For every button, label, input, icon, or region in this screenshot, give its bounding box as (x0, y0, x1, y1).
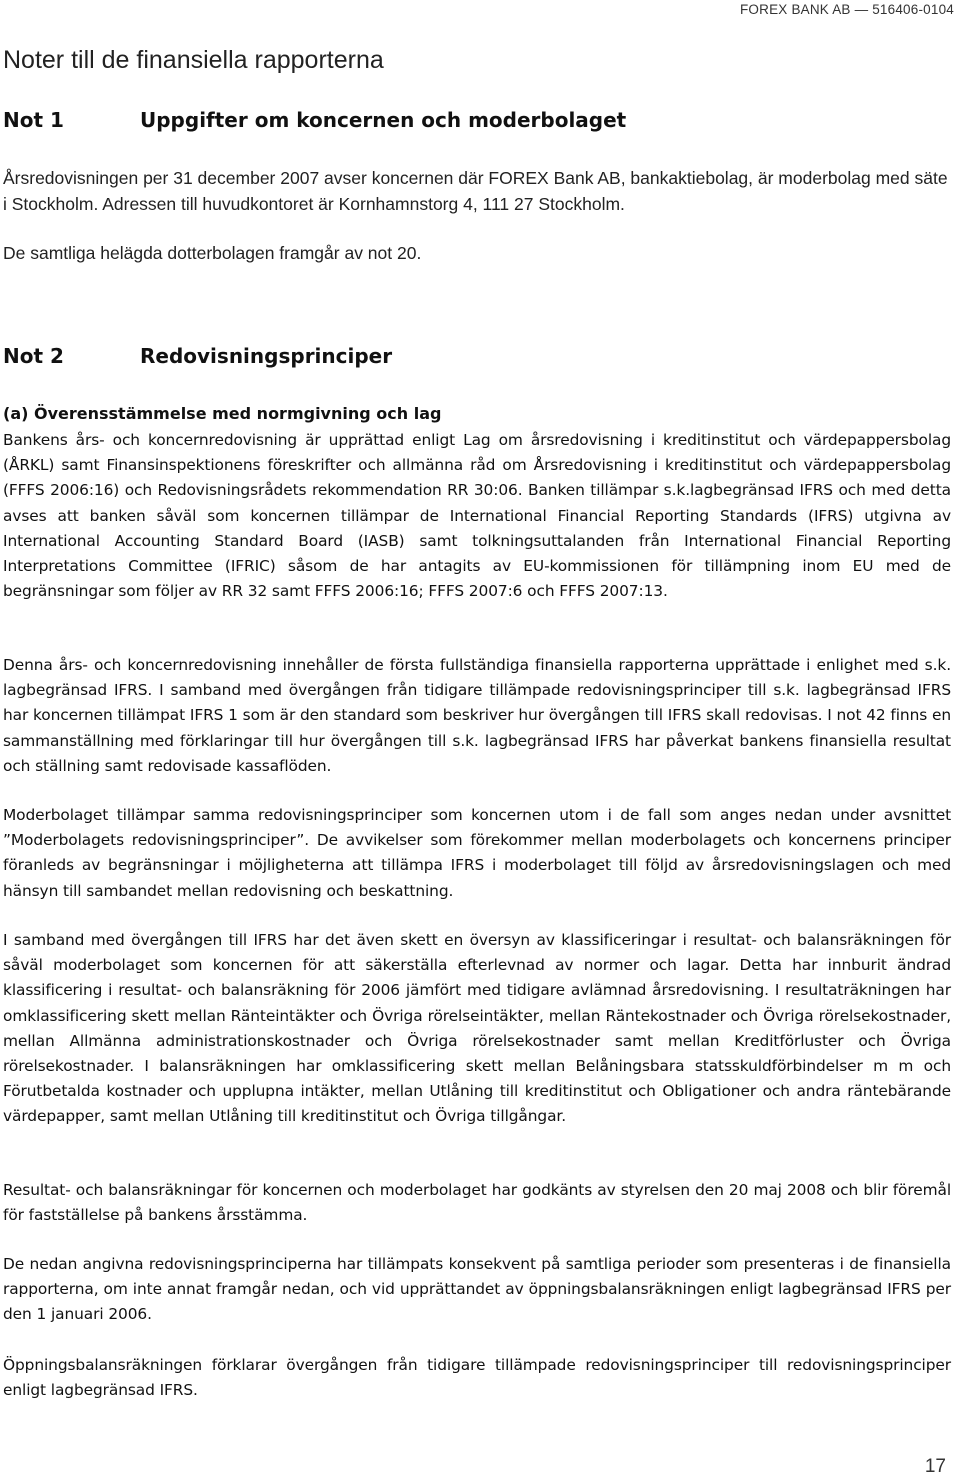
note-2-subheading: (a) Överensstämmelse med normgivning och lag (3, 404, 442, 423)
note-2-paragraph-5: Resultat- och balansräkningar för koncernen och moderbolaget har godkänts av styrelsen den 20 maj 2008 och blir föremål för fastställelse på bankens årsstämma. (3, 1181, 951, 1225)
note-2-paragraph-2: Denna års- och koncernredovisning innehåller de första fullständiga finansiella rapporterna upprättade i enlighet med s.k. lagbegränsad IFRS. I samband med övergången från tidigare tillämpade redovisningsprinciper till s.k. lagbegränsad IFRS har koncernen tillämpat IFRS 1 som är den standard som beskriver hur övergången till IFRS skall redovisas. I not 42 finns en sammanställning med förklaringar till hur övergången till s.k. lagbegränsad IFRS har påverkat bankens finansiella resultat och ställning samt redovisade kassaflöden. (3, 656, 951, 775)
page-title: Noter till de finansiella rapporterna (3, 46, 384, 74)
note-2-paragraph-4: I samband med övergången till IFRS har det även skett en översyn av klassificeringar i resultat- och balansräkningen för såväl moderbolaget som koncernen för att säkerställa efterlevnad av normer och lagar. Detta har innburit ändrad klassificering i resultat- och balansräkning för 2006 jämfört med tidigare avlämnad årsredovisning. I resultaträkningen har omklassificering skett mellan Ränteintäkter och Övriga rörelseintäkter, mellan Räntekostnader och Övriga rörelsekostnader, mellan Allmänna administrationskostnader och Övriga rörelsekostnader samt mellan Kreditförluster och Övriga rörelsekostnader. I balansräkningen har omklassificering skett mellan Belåningsbara statsskuldförbindelser m m och Förutbetalda kostnader och upplupna intäkter, mellan Utlåning till kreditinstitut och Obligationer och andra räntebärande värdepapper, samt mellan Utlåning till kreditinstitut och Övriga tillgångar. (3, 931, 951, 1126)
note-1-heading (3, 108, 940, 132)
running-header: FOREX BANK AB — 516406-0104 (739, 2, 954, 17)
note-2-paragraph-1: Bankens års- och koncernredovisning är upprättad enligt Lag om årsredovisning i kreditinstitut och värdepappersbolag (ÅRKL) samt Finansinspektionens föreskrifter och allmänna råd om Årsredovisning i kreditinstitut och värdepappersbolag (FFFS 2006:16) och Redovisningsrådets rekommendation RR 30:06. Banken tillämpar s.k.lagbegränsad IFRS och med detta avses att banken såväl som koncernen tillämpar de International Financial Reporting Standards (IFRS) utgivna av International Accounting Standard Board (IASB) samt tolkningsuttalanden från International Financial Reporting Interpretations Committee (IFRIC) såsom de har antagits av EU-kommissionen för tillämpning inom EU med de begränsningar som följer av RR 32 samt FFFS 2006:16; FFFS 2007:6 och FFFS 2007:13. (3, 431, 951, 601)
note-2-number: Not 2 (3, 344, 64, 368)
page-number: 17 (924, 1456, 946, 1477)
note-2-title: Redovisningsprinciper (140, 344, 393, 368)
note-1-number: Not 1 (3, 108, 64, 132)
note-2-heading (3, 344, 940, 368)
note-1-title: Uppgifter om koncernen och moderbolaget (140, 108, 627, 132)
note-2-paragraph-7: Öppningsbalansräkningen förklarar övergången från tidigare tillämpade redovisningsprinciper till redovisningsprinciper enligt lagbegränsad IFRS. (3, 1356, 951, 1400)
note-1-paragraph-2: De samtliga helägda dotterbolagen framgår av not 20. (3, 243, 422, 263)
note-2-paragraph-6: De nedan angivna redovisningsprinciperna har tillämpats konsekvent på samtliga perioder som presenteras i de finansiella rapporterna, om inte annat framgår nedan, och vid upprättandet av öppningsbalansräkningen enligt lagbegränsad IFRS per den 1 januari 2006. (3, 1255, 951, 1324)
note-2-paragraph-3: Moderbolaget tillämpar samma redovisningsprinciper som koncernen utom i de fall som anges nedan under avsnittet ”Moderbolagets redovisningsprinciper”. De avvikelser som förekommer mellan moderbolagets och koncernens principer föranleds av begränsningar i möjligheterna att tillämpa IFRS i moderbolaget till följd av årsredovisningslagen och med hänsyn till sambandet mellan redovisning och beskattning. (3, 806, 951, 900)
note-1-paragraph-1: Årsredovisningen per 31 december 2007 avser koncernen där FOREX Bank AB, bankaktiebolag, är moderbolag med säte i Stockholm. Adressen till huvudkontoret är Kornhamnstorg 4, 111 27 Stockholm. (3, 168, 948, 214)
